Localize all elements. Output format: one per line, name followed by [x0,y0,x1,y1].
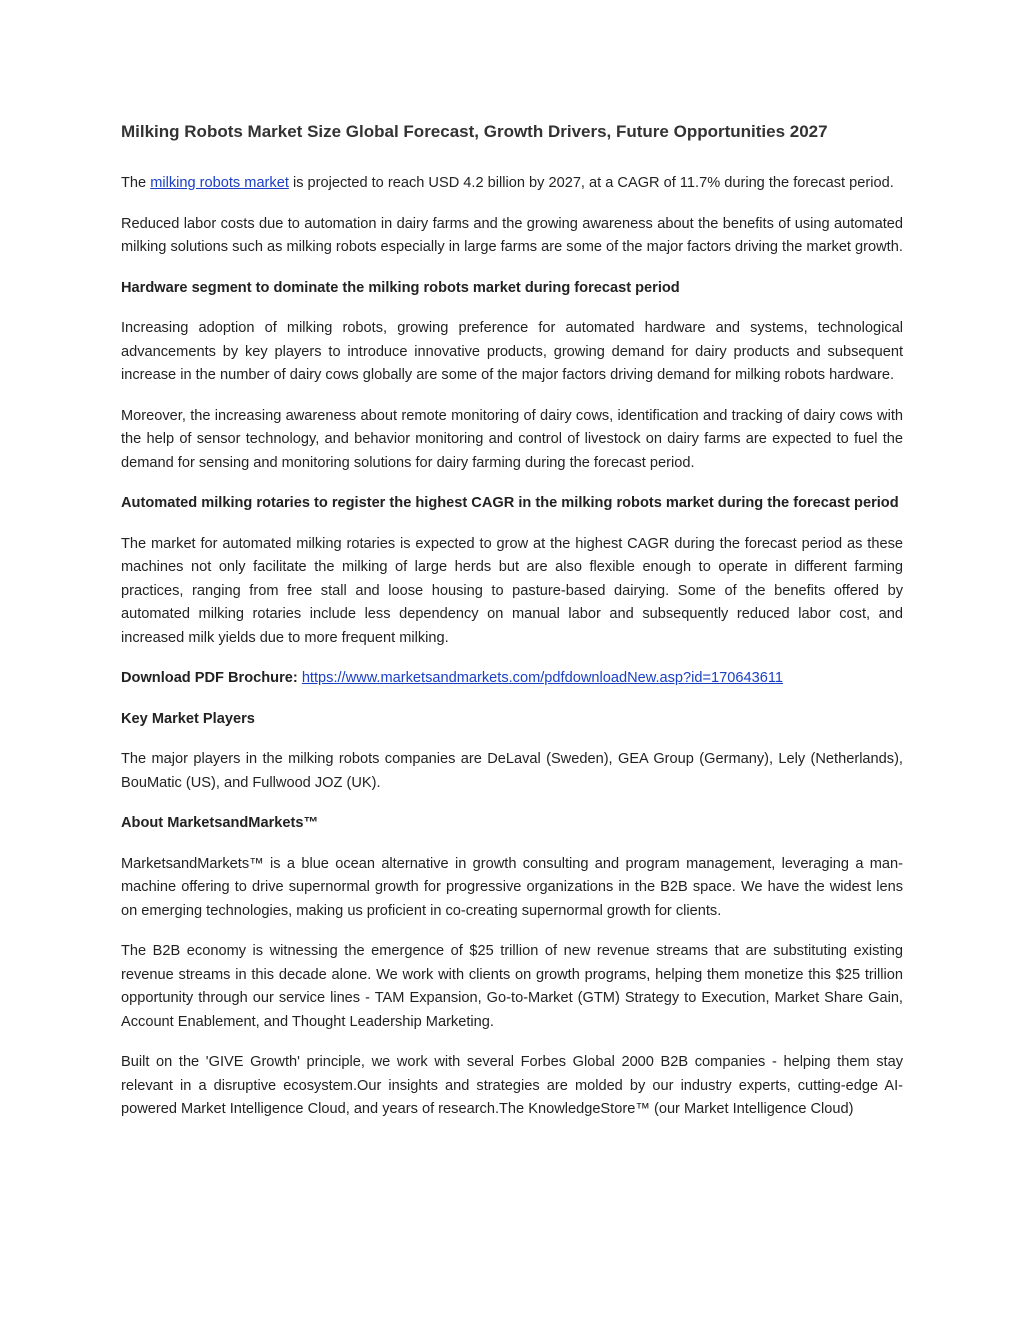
intro-paragraph [121,172,903,196]
paragraph-hardware-1: Increasing adoption of milking robots, growing preference for automated hardware and systems, technological advancements by key players to introduce innovative products, growing demand for dairy products and subsequent increase in the number of dairy cows globally are some of the major factors driving demand for milking robots hardware. [121,320,903,383]
document-page [121,120,903,1139]
intro-suffix: is projected to reach USD 4.2 billion by 2027, at a CAGR of 11.7% during the forecast period. [288,175,894,191]
brochure-line [121,667,903,691]
paragraph-about-1: MarketsandMarkets™ is a blue ocean alternative in growth consulting and program management, leveraging a man-machine offering to drive supernormal growth for progressive organizations in the B2B space. We have the widest lens on emerging technologies, making us proficient in co-creating supernormal growth for clients. [121,855,903,919]
heading-rotaries: Automated milking rotaries to register the highest CAGR in the milking robots market during the forecast period [121,495,899,511]
paragraph-key-players: The major players in the milking robots companies are DeLaval (Sweden), GEA Group (Germany), Lely (Netherlands), BouMatic (US), and Fullwood JOZ (UK). [121,751,903,791]
paragraph-about-2: The B2B economy is witnessing the emergence of $25 trillion of new revenue streams that are substituting existing revenue streams in this decade alone. We work with clients on growth programs, helping them monetize this $25 trillion opportunity through our service lines - TAM Expansion, Go-to-Market (GTM) Strategy to Execution, Market Share Gain, Account Enablement, and Thought Leadership Marketing. [121,943,903,1030]
heading-about: About MarketsandMarkets™ [121,815,319,831]
brochure-link[interactable]: https://www.marketsandmarkets.com/pdfdownloadNew.asp?id=170643611 [301,670,784,686]
paragraph-hardware-2: Moreover, the increasing awareness about remote monitoring of dairy cows, identification and tracking of dairy cows with the help of sensor technology, and behavior monitoring and control of livestock on dairy farms are expected to fuel the demand for sensing and monitoring solutions for dairy farming during the forecast period. [121,407,903,471]
intro-prefix: The [121,175,151,191]
document-title: Milking Robots Market Size Global Forecast, Growth Drivers, Future Opportunities 2027 [121,122,828,141]
milking-robots-market-link[interactable]: milking robots market [150,175,289,191]
paragraph-reduced-labor: Reduced labor costs due to automation in dairy farms and the growing awareness about the benefits of using automated milking solutions such as milking robots especially in large farms are some of the major factors driving the market growth. [121,215,903,255]
paragraph-about-3: Built on the 'GIVE Growth' principle, we work with several Forbes Global 2000 B2B companies - helping them stay relevant in a disruptive ecosystem.Our insights and strategies are molded by our industry experts, cutting-edge AI-powered Market Intelligence Cloud, and years of research.The KnowledgeStore™ (our Market Intelligence Cloud) [121,1054,903,1117]
heading-hardware: Hardware segment to dominate the milking robots market during forecast period [121,279,680,296]
heading-key-players: Key Market Players [121,710,255,727]
brochure-label: Download PDF Brochure: [121,670,298,686]
paragraph-rotaries: The market for automated milking rotaries is expected to grow at the highest CAGR during the forecast period as these machines not only facilitate the milking of large herds but are also flexible enough to operate in different farming practices, ranging from free stall and loose housing to pasture-based dairying. Some of the benefits offered by automated milking rotaries include less dependency on manual labor and subsequently reduced labor cost, and increased milk yields due to more frequent milking. [121,535,903,646]
